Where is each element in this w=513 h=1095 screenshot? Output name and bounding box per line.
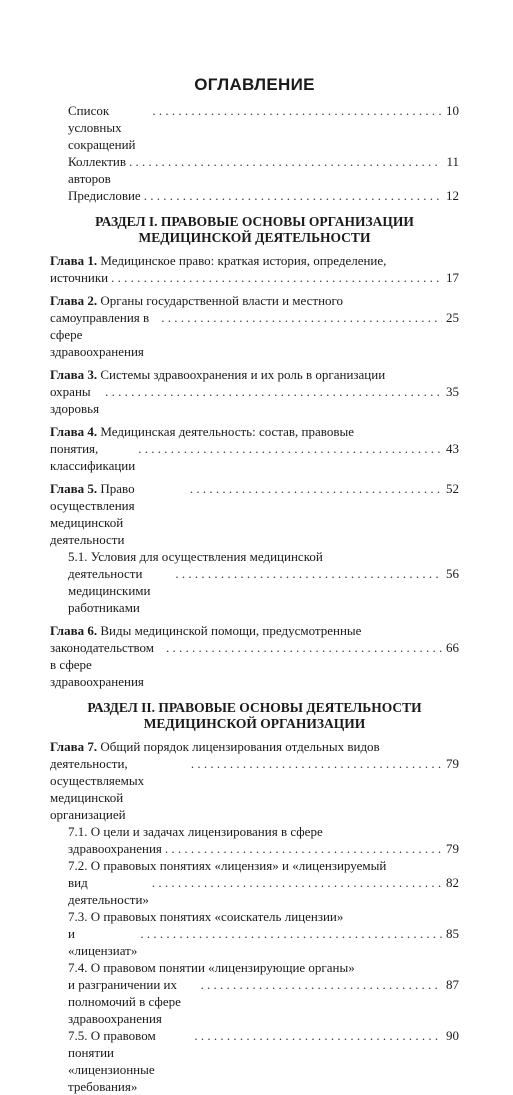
toc-subsection-7-4[interactable]	[50, 959, 459, 1027]
dot-leader	[144, 187, 442, 204]
chapter-title: Медицинская деятельность: состав, правовые	[97, 424, 354, 439]
page-number: 35	[446, 384, 459, 399]
subsection-title-cont: вид деятельности»	[68, 875, 149, 907]
toc-subsection-7-1[interactable]	[50, 823, 459, 857]
toc-chapter-6[interactable]	[50, 622, 459, 690]
chapter-title: Право осуществления медицинской деятельности	[50, 481, 135, 547]
subsection-title-cont: деятельности медицинскими работниками	[68, 566, 151, 615]
toc-subsection-7-5[interactable]	[50, 1027, 459, 1095]
page-number: 82	[446, 875, 459, 890]
section-title-line: РАЗДЕЛ II. ПРАВОВЫЕ ОСНОВЫ ДЕЯТЕЛЬНОСТИ	[87, 700, 422, 715]
subsection-title-cont: и разграничении их полномочий в сфере здравоохранения	[68, 977, 181, 1026]
toc-subsection-7-2[interactable]	[50, 857, 459, 908]
chapter-title: Медицинское право: краткая история, определение,	[97, 253, 387, 268]
subsection-title: 7.2. О правовых понятиях «лицензия» и «лицензируемый	[68, 858, 387, 873]
toc-entry-preface[interactable]	[68, 187, 459, 204]
toc-chapter-5[interactable]	[50, 480, 459, 548]
dot-leader	[175, 565, 442, 582]
chapter-title: Системы здравоохранения и их роль в организации	[97, 367, 386, 382]
section-title-line: РАЗДЕЛ I. ПРАВОВЫЕ ОСНОВЫ ОРГАНИЗАЦИИ	[95, 214, 414, 229]
chapter-title: Органы государственной власти и местного	[97, 293, 344, 308]
chapter-title-cont: деятельности, осуществляемых медицинской организацией	[50, 756, 145, 822]
chapter-label: Глава 7.	[50, 739, 98, 754]
dot-leader	[166, 639, 442, 656]
section-title-line: МЕДИЦИНСКОЙ ДЕЯТЕЛЬНОСТИ	[138, 230, 371, 245]
chapter-label: Глава 4.	[50, 424, 98, 439]
subsection-title: 7.5. О правовом понятии «лицензионные требования»	[68, 1028, 156, 1094]
dot-leader	[165, 840, 442, 857]
subsection-title-cont: и «лицензиат»	[68, 926, 138, 958]
entry-text: Список условных сокращений	[68, 103, 136, 152]
dot-leader	[190, 480, 442, 497]
chapter-title-cont: понятия, классификации	[50, 441, 136, 473]
toc-chapter-4[interactable]	[50, 423, 459, 474]
page-number: 90	[446, 1028, 459, 1043]
dot-leader	[111, 269, 442, 286]
toc-chapter-1[interactable]	[50, 252, 459, 286]
page-number: 66	[446, 640, 459, 655]
chapter-label: Глава 5.	[50, 481, 98, 496]
dot-leader	[194, 1027, 442, 1044]
entry-text: Коллектив авторов	[68, 154, 127, 186]
page-number: 11	[446, 154, 459, 169]
dot-leader	[129, 153, 442, 170]
section-heading-1	[50, 214, 459, 246]
page-number: 12	[446, 188, 459, 203]
front-matter-list	[50, 102, 459, 204]
dot-leader	[191, 755, 442, 772]
toc-subsection-7-3[interactable]	[50, 908, 459, 959]
dot-leader	[105, 383, 442, 400]
chapter-title-cont: источники	[50, 270, 109, 285]
table-of-contents	[50, 75, 459, 1095]
chapter-label: Глава 2.	[50, 293, 98, 308]
chapter-title-cont: самоуправления в сфере здравоохранения	[50, 310, 150, 359]
page-number: 43	[446, 441, 459, 456]
page-number: 56	[446, 566, 459, 581]
subsection-title: 7.3. О правовых понятиях «соискатель лицензии»	[68, 909, 344, 924]
dot-leader	[140, 925, 442, 942]
dot-leader	[138, 440, 442, 457]
page-number: 87	[446, 977, 459, 992]
toc-entry-abbreviations[interactable]	[68, 102, 459, 153]
chapter-title-cont: законодательством в сфере здравоохранения	[50, 640, 155, 689]
page-number: 85	[446, 926, 459, 941]
dot-leader	[152, 874, 442, 891]
chapter-label: Глава 6.	[50, 623, 98, 638]
page-number: 79	[446, 841, 459, 856]
chapter-title: Виды медицинской помощи, предусмотренные	[97, 623, 362, 638]
subsection-title: 7.4. О правовом понятии «лицензирующие органы»	[68, 960, 355, 975]
toc-subsection-5-1[interactable]	[50, 548, 459, 616]
chapter-title: Общий порядок лицензирования отдельных видов	[97, 739, 380, 754]
toc-entry-authors[interactable]	[68, 153, 459, 187]
toc-chapter-2[interactable]	[50, 292, 459, 360]
section-heading-2	[50, 700, 459, 732]
chapter-label: Глава 1.	[50, 253, 98, 268]
toc-chapter-3[interactable]	[50, 366, 459, 417]
toc-title: ОГЛАВЛЕНИЕ	[194, 75, 315, 94]
page-number: 52	[446, 481, 459, 496]
chapter-label: Глава 3.	[50, 367, 98, 382]
toc-chapter-7[interactable]	[50, 738, 459, 823]
dot-leader	[152, 102, 442, 119]
dot-leader	[200, 976, 442, 993]
page-number: 25	[446, 310, 459, 325]
page-number: 79	[446, 756, 459, 771]
subsection-title: 7.1. О цели и задачах лицензирования в сфере	[68, 824, 323, 839]
entry-text: Предисловие	[68, 188, 141, 203]
page-number: 17	[446, 270, 459, 285]
subsection-title-cont: здравоохранения	[68, 841, 162, 856]
page-number: 10	[446, 103, 459, 118]
section-title-line: МЕДИЦИНСКОЙ ОРГАНИЗАЦИИ	[143, 716, 366, 731]
subsection-title: 5.1. Условия для осуществления медицинской	[68, 549, 323, 564]
chapter-title-cont: охраны здоровья	[50, 384, 100, 416]
dot-leader	[161, 309, 442, 326]
